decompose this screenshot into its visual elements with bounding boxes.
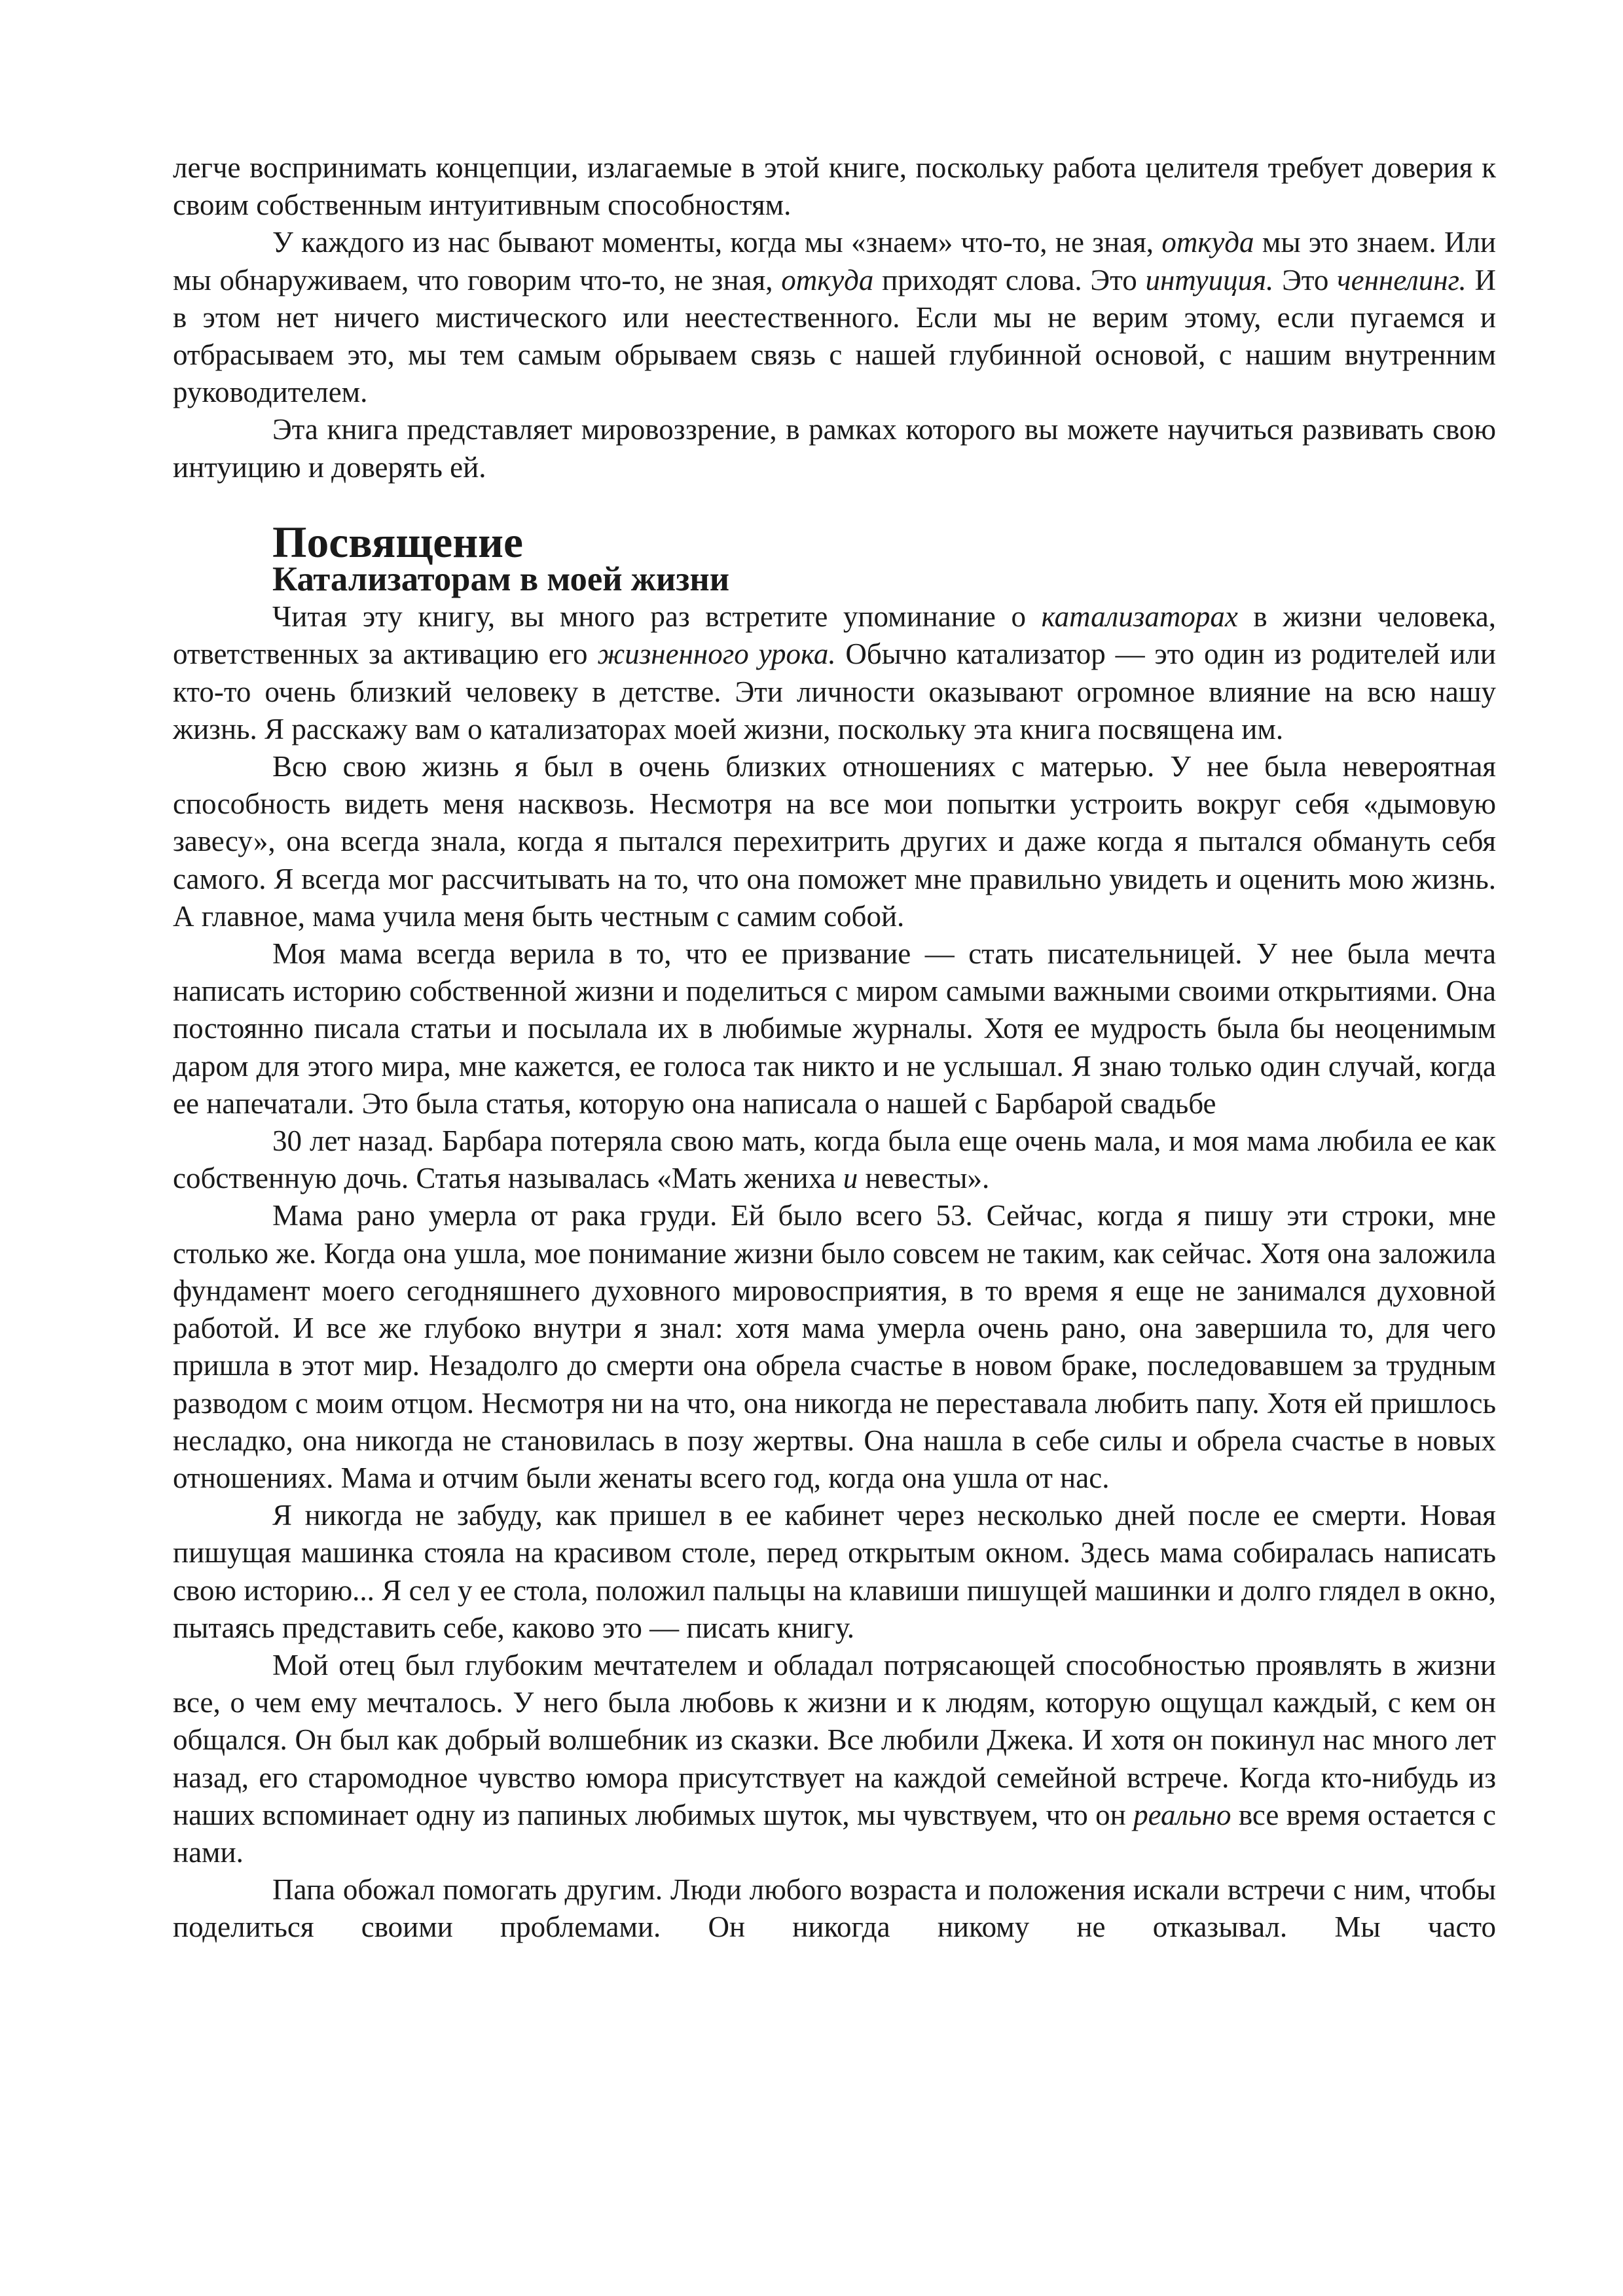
text-run: Читая эту книгу, вы много раз встретите упоминание о [272, 600, 1042, 634]
section-subtitle: Катализаторам в моей жизни [272, 560, 730, 599]
text-run: приходят слова. Это [873, 263, 1146, 296]
paragraph [173, 149, 1496, 224]
text-run: легче воспринимать концепции, излагаемые в этой книге, поскольку работа целителя требует доверия к своим собственным интуитивным способностям. [173, 151, 1496, 222]
italic-text: и [843, 1162, 858, 1195]
italic-text: откуда [781, 263, 874, 296]
main-section [173, 598, 1496, 1946]
paragraph [173, 411, 1496, 486]
paragraph [173, 224, 1496, 411]
text-run: 30 лет назад. Барбара потеряла свою мать, когда была еще очень мала, и моя мама любила ее как собственную дочь. Статья называлась «Мать жениха [173, 1124, 1496, 1195]
paragraph [173, 1197, 1496, 1497]
paragraph [173, 1122, 1496, 1197]
text-run: И в этом нет ничего мистического или неестественного. Если мы не верим этому, если пугаемся и отбрасываем это, мы тем самым обрываем связь с нашей глубинной основой, с нашим внутренним руководителем. [173, 263, 1497, 409]
text-run: невесты». [858, 1162, 990, 1195]
italic-text: интуиция. [1145, 263, 1274, 296]
text-run: Эта книга представляет мировоззрение, в рамках которого вы можете научиться развивать свою интуицию и доверять ей. [173, 413, 1496, 484]
text-run: Обычно катализатор — это один из родителей или кто-то очень близкий человеку в детстве. Эти личности оказывают огромное влияние на всю нашу жизнь. Я расскажу вам о катализаторах моей жизни, поскольку эта книга посвящена им. [173, 637, 1496, 745]
paragraph [173, 1871, 1496, 1946]
intro-section [173, 149, 1496, 486]
text-run: все время остается с нами. [173, 1798, 1496, 1869]
text-run: Мой отец был глубоким мечтателем и обладал потрясающей способностью проявлять в жизни все, о чем ему мечталось. У него была любовь к жизни и к людям, которую ощущал каждый, с кем он общался. Он был как добрый волшебник из сказки. Все любили Джека. И хотя он покинул нас много лет назад, его старомодное чувство юмора присутствует на каждой семейной встрече. Когда кто-нибудь из наших вспоминает одну из папиных любимых шуток, мы чувствуем, что он [173, 1648, 1496, 1831]
text-run: У каждого из нас бывают моменты, когда мы «знаем» что-то, не зная, [272, 226, 1162, 259]
italic-text: ченнелинг. [1337, 263, 1467, 296]
text-run: в жизни человека, ответственных за активацию его [173, 600, 1496, 671]
text-run: мы это знаем. Или мы обнаруживаем, что говорим что-то, не зная, [173, 226, 1496, 296]
text-run: Всю свою жизнь я был в очень близких отношениях с матерью. У нее была невероятная способность видеть меня насквозь. Несмотря на все мои попытки устроить вокруг себя «дымовую завесу», она всегда знала, когда я пытался перехитрить других и даже когда я пытался обмануть себя самого. Я всегда мог рассчитывать на то, что она поможет мне правильно увидеть и оценить мою жизнь. А главное, мама учила меня быть честным с самим собой. [173, 750, 1496, 933]
paragraph [173, 1647, 1496, 1871]
italic-text: жизненного урока. [597, 637, 836, 671]
document-page [173, 149, 1496, 1946]
section-heading: Посвящение [272, 517, 523, 567]
paragraph [173, 748, 1496, 935]
italic-text: откуда [1161, 226, 1254, 259]
text-run: Моя мама всегда верила в то, что ее призвание — стать писательницей. У нее была мечта написать историю собственной жизни и поделиться с миром самыми важными своими открытиями. Она постоянно писала статьи и посылала их в любимые журналы. Хотя ее мудрость была бы неоценимым даром для этого мира, мне кажется, ее голоса так никто и не услышал. Я знаю только один случай, когда ее напечатали. Это была статья, которую она написала о нашей с Барбарой свадьбе [173, 937, 1496, 1120]
italic-text: катализаторах [1041, 600, 1238, 634]
text-run: Я никогда не забуду, как пришел в ее кабинет через несколько дней после ее смерти. Новая пишущая машинка стояла на красивом столе, перед открытым окном. Здесь мама собиралась написать свою историю... Я сел у ее стола, положил пальцы на клавиши пишущей машинки и долго глядел в окно, пытаясь представить себе, каково это — писать книгу. [173, 1499, 1496, 1644]
paragraph [173, 935, 1496, 1122]
text-run: Папа обожал помогать другим. Люди любого возраста и положения искали встречи с ним, чтобы поделиться своими проблемами. Он никогда никому не отказывал. Мы часто [173, 1873, 1496, 1944]
text-run: Мама рано умерла от рака груди. Ей было всего 53. Сейчас, когда я пишу эти строки, мне столько же. Когда она ушла, мое понимание жизни было совсем не таким, как сейчас. Хотя она заложила фундамент моего сегодняшнего духовного мировосприятия, в то время я еще не занимался духовной работой. И все же глубоко внутри я знал: хотя мама умерла очень рано, она завершила то, для чего пришла в этот мир. Незадолго до смерти она обрела счастье в новом браке, последовавшем за трудным разводом с моим отцом. Несмотря ни на что, она никогда не переставала любить папу. Хотя ей пришлось несладко, она никогда не становилась в позу жертвы. Она нашла в себе силы и обрела счастье в новых отношениях. Мама и отчим были женаты всего год, когда она ушла от нас. [173, 1199, 1496, 1494]
paragraph [173, 1497, 1496, 1647]
italic-text: реально [1133, 1798, 1231, 1831]
paragraph [173, 598, 1496, 748]
text-run: Это [1273, 263, 1338, 296]
